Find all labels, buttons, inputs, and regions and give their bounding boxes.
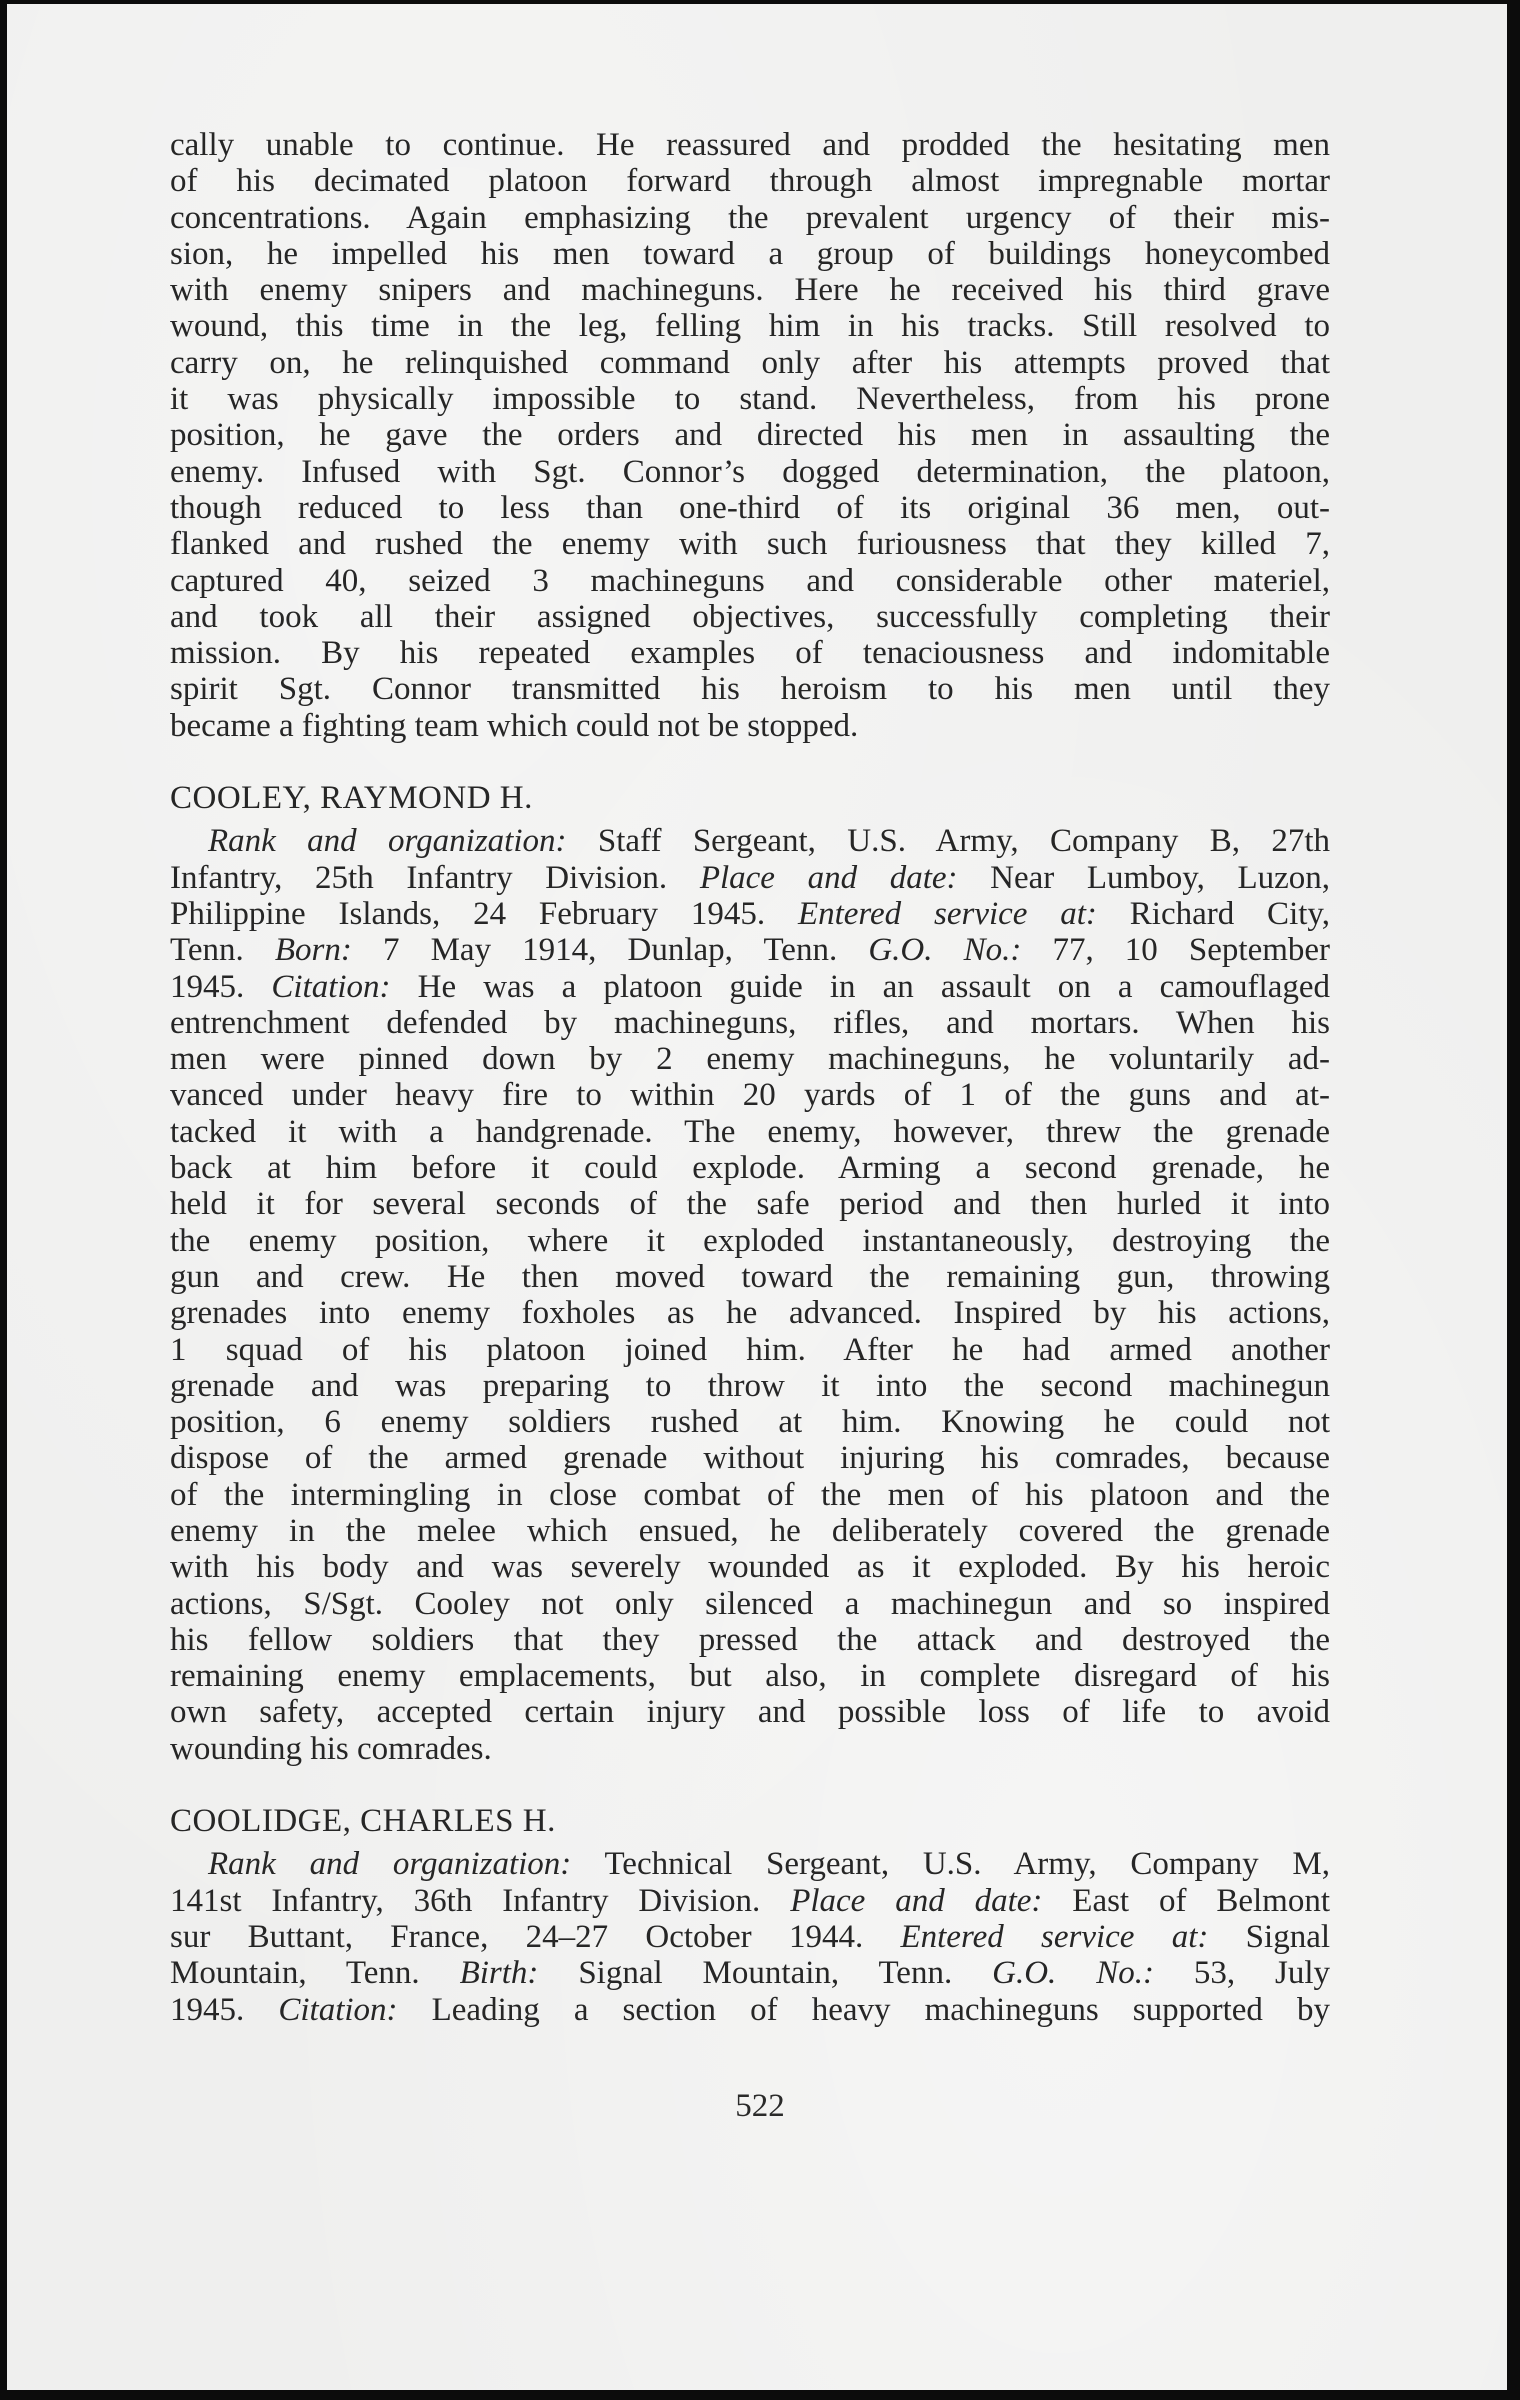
- text-line: position, he gave the orders and directed his men in assaulting the: [170, 417, 1330, 454]
- field-value: 1945.: [170, 968, 245, 1005]
- text-column: [170, 127, 1330, 2028]
- field-value: Tenn.: [170, 932, 244, 969]
- text-line: the enemy position, where it exploded instantaneously, destroying the: [170, 1222, 1330, 1259]
- field-value: Leading a section of heavy machineguns supported by: [431, 1991, 1331, 2028]
- text-line: own safety, accepted certain injury and possible loss of life to avoid: [170, 1694, 1330, 1731]
- field-label: Place and date:: [699, 859, 958, 896]
- text-line: remaining enemy emplacements, but also, in complete disregard of his: [170, 1658, 1330, 1695]
- text-line: [170, 1992, 1330, 2028]
- text-line: with enemy snipers and machineguns. Here he received his third grave: [170, 272, 1330, 309]
- field-value: Signal Mountain, Tenn.: [578, 1955, 953, 1992]
- continuation-paragraph: [170, 127, 1330, 744]
- text-line: actions, S/Sgt. Cooley not only silenced a machinegun and so inspired: [170, 1585, 1330, 1622]
- text-line: enemy. Infused with Sgt. Connor’s dogged determination, the platoon,: [170, 453, 1330, 490]
- field-label: Entered service at:: [797, 895, 1097, 932]
- text-line: wound, this time in the leg, felling him in his tracks. Still resolved to: [170, 308, 1330, 345]
- page-number: 522: [735, 2088, 785, 2124]
- spacer: [170, 816, 1330, 823]
- entry-heading: COOLEY, RAYMOND H.: [170, 780, 533, 817]
- field-value: Near Lumboy, Luzon,: [990, 859, 1331, 896]
- text-line: held it for several seconds of the safe period and then hurled it into: [170, 1186, 1330, 1223]
- text-line: spirit Sgt. Connor transmitted his heroism to his men until they: [170, 671, 1330, 708]
- text-line: entrenchment defended by machineguns, rifles, and mortars. When his: [170, 1004, 1330, 1041]
- field-label: Rank and organization:: [208, 1846, 572, 1883]
- field-value: Philippine Islands, 24 February 1945.: [170, 895, 766, 932]
- text-line: [170, 823, 1330, 859]
- text-line: [170, 896, 1330, 932]
- field-value: 7 May 1914, Dunlap, Tenn.: [382, 932, 838, 969]
- text-line: [170, 932, 1330, 968]
- field-label: Place and date:: [790, 1882, 1043, 1919]
- field-label: Citation:: [271, 968, 391, 1005]
- text-line: of the intermingling in close combat of the men of his platoon and the: [170, 1476, 1330, 1513]
- text-line: grenades into enemy foxholes as he advanced. Inspired by his actions,: [170, 1295, 1330, 1332]
- field-value: 141st Infantry, 36th Infantry Division.: [170, 1882, 761, 1919]
- field-value: Richard City,: [1129, 895, 1331, 932]
- field-value: Mountain, Tenn.: [170, 1955, 420, 1992]
- field-label: Rank and organization:: [208, 823, 567, 860]
- field-label: Born:: [274, 932, 352, 969]
- text-line: tacked it with a handgrenade. The enemy, however, threw the grenade: [170, 1113, 1330, 1150]
- text-line: vanced under heavy fire to within 20 yards of 1 of the guns and at-: [170, 1077, 1330, 1114]
- entry-heading: COOLIDGE, CHARLES H.: [170, 1803, 556, 1840]
- text-line: [170, 1955, 1330, 1991]
- field-value: East of Belmont: [1072, 1882, 1331, 1919]
- text-line: cally unable to continue. He reassured and prodded the hesitating men: [170, 127, 1330, 163]
- text-line: his fellow soldiers that they pressed the attack and destroyed the: [170, 1621, 1330, 1658]
- field-value: Staff Sergeant, U.S. Army, Company B, 27th: [597, 823, 1331, 860]
- text-line: with his body and was severely wounded as it exploded. By his heroic: [170, 1549, 1330, 1586]
- field-value: Infantry, 25th Infantry Division.: [170, 859, 668, 896]
- field-label: Birth:: [459, 1955, 539, 1992]
- text-line: and took all their assigned objectives, successfully completing their: [170, 598, 1330, 635]
- text-line: mission. By his repeated examples of tenaciousness and indomitable: [170, 635, 1330, 672]
- spacer: [170, 1839, 1330, 1846]
- text-line: [170, 860, 1330, 896]
- field-value: 77, 10 September: [1052, 932, 1331, 969]
- text-line: concentrations. Again emphasizing the prevalent urgency of their mis-: [170, 199, 1330, 236]
- text-line: flanked and rushed the enemy with such furiousness that they killed 7,: [170, 526, 1330, 563]
- text-line: sion, he impelled his men toward a group of buildings honeycombed: [170, 235, 1330, 272]
- text-line: [170, 1883, 1330, 1919]
- field-label: G.O. No.:: [868, 932, 1022, 969]
- text-line: position, 6 enemy soldiers rushed at him. Knowing he could not: [170, 1404, 1330, 1441]
- field-label: Citation:: [278, 1991, 398, 2028]
- text-line: 1 squad of his platoon joined him. After he had armed another: [170, 1331, 1330, 1368]
- field-value: 1945.: [170, 1991, 245, 2028]
- field-label: Entered service at:: [900, 1918, 1209, 1955]
- text-line: [170, 969, 1330, 1005]
- text-line: dispose of the armed grenade without injuring his comrades, because: [170, 1440, 1330, 1477]
- entry-details: [170, 1846, 1330, 2027]
- field-value: sur Buttant, France, 24–27 October 1944.: [170, 1918, 864, 1955]
- field-value: Signal: [1245, 1918, 1331, 1955]
- field-value: He was a platoon guide in an assault on a camouflaged: [417, 968, 1330, 1005]
- text-line: it was physically impossible to stand. Nevertheless, from his prone: [170, 381, 1330, 418]
- spacer: [170, 1767, 1330, 1803]
- text-line: enemy in the melee which ensued, he deliberately covered the grenade: [170, 1512, 1330, 1549]
- field-value: Technical Sergeant, U.S. Army, Company M,: [604, 1846, 1331, 1883]
- text-line: [170, 1846, 1330, 1882]
- text-line: back at him before it could explode. Arming a second grenade, he: [170, 1150, 1330, 1187]
- spacer: [170, 744, 1330, 780]
- text-line: captured 40, seized 3 machineguns and considerable other materiel,: [170, 562, 1330, 599]
- text-line: gun and crew. He then moved toward the remaining gun, throwing: [170, 1258, 1330, 1295]
- field-value: 53, July: [1193, 1955, 1331, 1992]
- text-line: [170, 1919, 1330, 1955]
- text-line: carry on, he relinquished command only after his attempts proved that: [170, 344, 1330, 381]
- field-label: G.O. No.:: [992, 1955, 1154, 1992]
- text-line: grenade and was preparing to throw it into the second machinegun: [170, 1367, 1330, 1404]
- text-line: became a fighting team which could not be stopped.: [170, 707, 859, 744]
- entry-details: [170, 823, 1330, 1767]
- text-line: though reduced to less than one-third of its original 36 men, out-: [170, 489, 1330, 526]
- text-line: wounding his comrades.: [170, 1730, 492, 1767]
- text-line: men were pinned down by 2 enemy machineguns, he voluntarily ad-: [170, 1041, 1330, 1078]
- text-line: of his decimated platoon forward through almost impregnable mortar: [170, 163, 1330, 200]
